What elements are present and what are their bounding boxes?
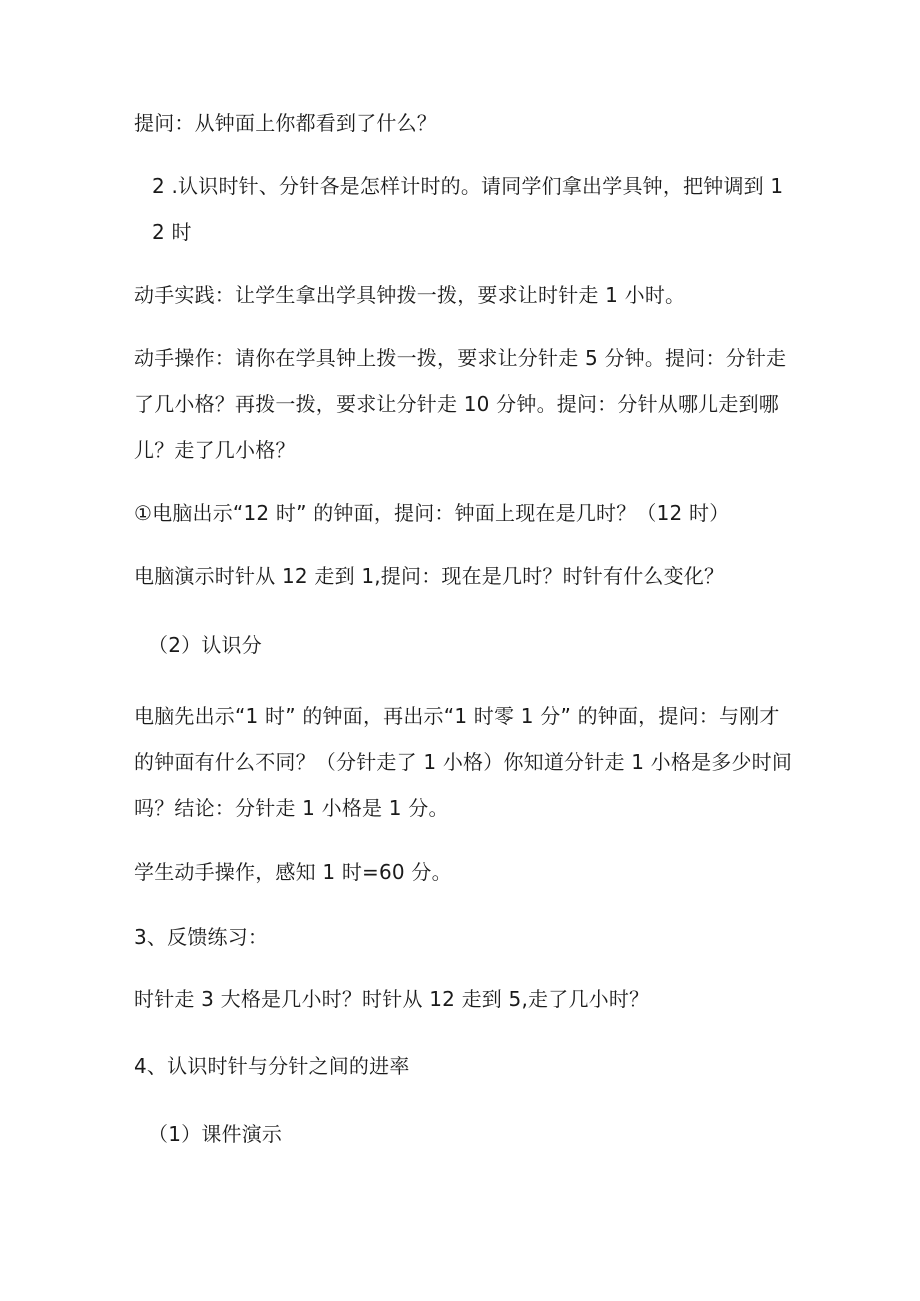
paragraph-step-2-hour-minute-hands: 2 .认识时针、分针各是怎样计时的。请同学们拿出学具钟，把钟调到 12 时 <box>152 174 784 244</box>
paragraph-courseware-demo: （1）课件演示 <box>148 1122 283 1146</box>
paragraph-feedback-question: 时针走 3 大格是几小时？时针从 12 走到 5,走了几小时？ <box>134 987 650 1011</box>
paragraph-section-2-minutes: （2）认识分 <box>148 633 262 657</box>
paragraph-computer-shows-1-oclock: 电脑先出示“1 时” 的钟面，再出示“1 时零 1 分” 的钟面，提问：与刚才的钟面有什么不同？（分针走了 1 小格）你知道分针走 1 小格是多少时间吗？结论：分针走 1 小格是 1 分。 <box>134 704 793 820</box>
paragraph-hands-on-practice: 动手实践：让学生拿出学具钟拨一拨，要求让时针走 1 小时。 <box>134 283 686 307</box>
paragraph-student-operation: 学生动手操作，感知 1 时=60 分。 <box>134 860 452 884</box>
paragraph-computer-shows-12: ①电脑出示“12 时” 的钟面，提问：钟面上现在是几时？（12 时） <box>134 501 730 525</box>
paragraph-step-3-feedback: 3、反馈练习： <box>134 925 269 949</box>
paragraph-computer-demo-hour-hand: 电脑演示时针从 12 走到 1,提问：现在是几时？时针有什么变化？ <box>134 564 725 588</box>
paragraph-hands-on-operation: 动手操作：请你在学具钟上拨一拨，要求让分针走 5 分钟。提问：分针走了几小格？再拨一拨，要求让分针走 10 分钟。提问：分针从哪儿走到哪儿？走了几小格？ <box>134 346 787 462</box>
paragraph-step-4-ratio: 4、认识时针与分针之间的进率 <box>134 1054 410 1078</box>
paragraph-question-clock-face: 提问：从钟面上你都看到了什么？ <box>134 111 437 135</box>
